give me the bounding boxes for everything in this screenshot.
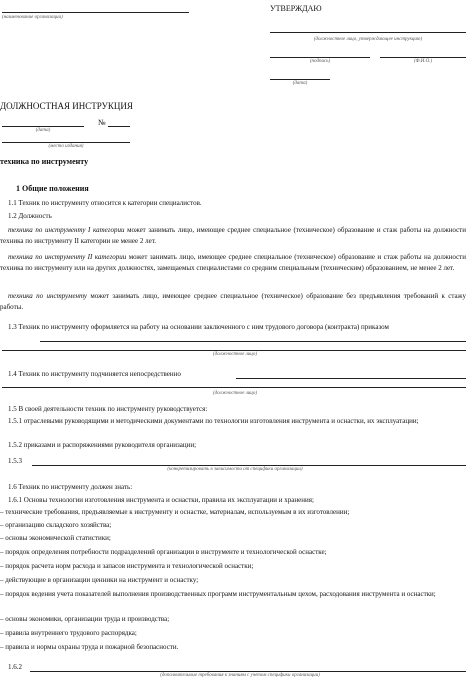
- knowledge-item: – технические требования, предъявляемые к инструменту и оснастке, материалам, используемым в их изготовлении;: [0, 508, 350, 516]
- category-1-paragraph: [0, 225, 466, 247]
- position-title: техника по инструменту: [0, 157, 89, 166]
- category-2-paragraph: [0, 252, 466, 274]
- base-category-paragraph: [0, 291, 466, 313]
- base-category-role: техника по инструменту: [8, 292, 88, 300]
- clause-1-6-1: 1.6.1 Основы технологии изготовления инструмента и оснастки, правила их эксплуатации и хранения;: [8, 496, 314, 504]
- clause-1-5-3: 1.5.3: [8, 457, 22, 465]
- clause-1-6: 1.6 Техник по инструменту должен знать:: [8, 483, 133, 491]
- knowledge-item: – правила внутреннего трудового распорядка;: [0, 629, 137, 637]
- clause-1-5: 1.5 В своей деятельности техник по инструменту руководствуется:: [8, 405, 208, 413]
- section-heading: 1 Общие положения: [16, 184, 89, 193]
- document-title: ДОЛЖНОСТНАЯ ИНСТРУКЦИЯ: [0, 101, 133, 111]
- clause-1-5-3-line[interactable]: [32, 465, 466, 466]
- clause-1-6-2-caption: (дополнительные требования к знаниям с учетом специфики организации): [160, 673, 320, 678]
- organization-caption: (наименование организации): [2, 15, 63, 20]
- clause-1-4-caption: (должностное лицо): [212, 391, 258, 396]
- knowledge-item: – правила и нормы охраны труда и пожарной безопасности.: [0, 643, 179, 651]
- approve-heading: УТВЕРЖДАЮ: [270, 4, 322, 13]
- clause-1-5-2: 1.5.2 приказами и распоряжениями руководителя организации;: [8, 441, 197, 449]
- clause-1-3: 1.3 Техник по инструменту оформляется на работу на основании заключенного с ним трудового договора (контракта) приказом: [8, 323, 389, 331]
- signature-line[interactable]: [270, 57, 370, 58]
- number-sign: №: [98, 118, 106, 127]
- clause-1-2: 1.2 Должность: [8, 212, 52, 220]
- signature-caption: (подпись): [309, 59, 331, 64]
- fio-line[interactable]: [380, 57, 466, 58]
- knowledge-item: – порядок расчета норм расхода и запасов инструмента и технологической оснастки;: [0, 562, 254, 570]
- knowledge-item: – основы экономики, организации труда и производства;: [0, 615, 170, 623]
- approval-date-caption: (дата): [292, 81, 308, 86]
- knowledge-item: – организацию складского хозяйства;: [0, 521, 112, 529]
- place-caption: (место издания): [48, 144, 84, 149]
- knowledge-item-long: – порядок ведения учета показателей выполнения производственных программ инструментальным цехом, расходования инструмента и оснастки;: [0, 590, 436, 598]
- instruction-date-line[interactable]: [2, 126, 84, 127]
- clause-1-6-2: 1.6.2: [8, 663, 22, 671]
- approver-position-line[interactable]: [270, 32, 466, 33]
- category-2-text: может занимать лицо, имеющее среднее специальное (техническое) образование и стаж работы на должности техника по инструменту или на других должностях, замещаемых специалистами со средним специальным (техническим) образованием, не менее 2 лет.: [0, 253, 466, 272]
- organization-line[interactable]: [2, 12, 189, 13]
- knowledge-item: – действующие в организации ценники на инструмент и оснастку;: [0, 576, 199, 584]
- clause-1-5-3-caption: (конкретизировать в зависимости от специфики организации): [167, 467, 303, 472]
- knowledge-item: – основы экономической статистики;: [0, 534, 111, 542]
- instruction-date-caption: (дата): [35, 128, 51, 133]
- instruction-number-line[interactable]: [108, 126, 130, 127]
- approver-position-caption: (должностное лицо, утверждающее инструкцию): [313, 37, 423, 42]
- category-1-text: может занимать лицо, имеющее среднее специальное (техническое) образование и стаж работы на должности техника по инструменту II категории не менее 2 лет.: [0, 226, 466, 245]
- base-category-text: может занимать лицо, имеющее среднее специальное (техническое) образование без предъявления требований к стажу работы.: [0, 292, 466, 311]
- fio-caption: (Ф.И.О.): [413, 59, 433, 64]
- place-line[interactable]: [2, 142, 130, 143]
- clause-1-5-1: 1.5.1 отраслевыми руководящими и методическими документами по технологии изготовления инструмента и оснастки, их эксплуатации;: [8, 417, 419, 425]
- clause-1-3-line-2[interactable]: [2, 350, 466, 351]
- approval-date-line[interactable]: [270, 79, 330, 80]
- clause-1-3-line[interactable]: [40, 341, 466, 342]
- clause-1-1: 1.1 Техник по инструменту относится к категории специалистов.: [8, 199, 202, 207]
- clause-1-6-2-line[interactable]: [30, 671, 466, 672]
- clause-1-4: 1.4 Техник по инструменту подчиняется непосредственно: [8, 370, 181, 378]
- category-1-role: техника по инструменту I категории: [8, 226, 125, 234]
- knowledge-item: – порядок определения потребности подразделений организации в инструменте и технологической оснастке;: [0, 548, 327, 556]
- category-2-role: техника по инструменту II категории: [8, 253, 127, 261]
- clause-1-3-caption: (должностное лицо): [212, 352, 258, 357]
- clause-1-4-line[interactable]: [236, 378, 466, 379]
- clause-1-4-line-2[interactable]: [2, 387, 466, 388]
